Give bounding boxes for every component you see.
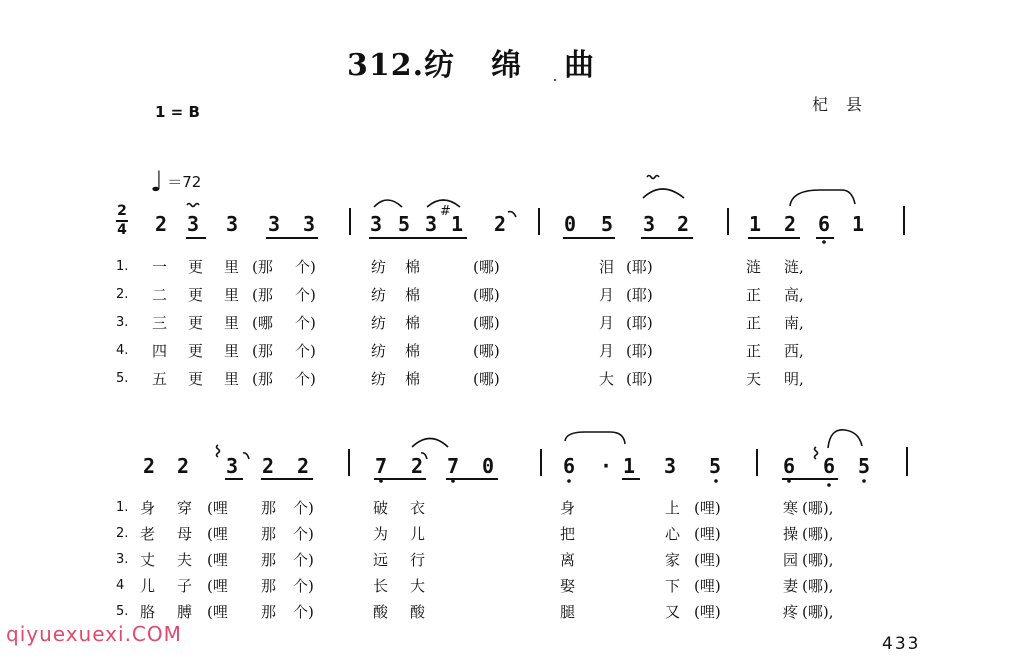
verse-number: 4	[116, 578, 125, 593]
note: 6	[823, 454, 836, 478]
lyric: 娶	[560, 577, 576, 595]
lyric: 个)	[295, 342, 316, 360]
note: 2	[297, 454, 310, 478]
lyric: 丈	[140, 551, 156, 569]
lyric: 棉	[405, 370, 421, 388]
lyric: 行	[410, 551, 426, 569]
lyric: 里	[224, 314, 240, 332]
key-signature: 1 = B	[155, 103, 200, 121]
slur-mark	[412, 439, 448, 448]
lyric: 园	[783, 551, 799, 569]
verse-number: 3.	[116, 315, 129, 330]
lyric: 夫	[177, 551, 193, 569]
slur-mark	[565, 432, 625, 444]
lyric: (耶)	[626, 286, 653, 304]
lyric: 个)	[293, 525, 314, 543]
time-sig-bottom: 4	[117, 222, 127, 238]
lyric: 天	[746, 370, 762, 388]
note: 1	[623, 454, 636, 478]
lyric: 衣	[410, 499, 426, 517]
lyric: 疼	[783, 603, 799, 621]
lyric: 操	[783, 525, 799, 543]
verse-number: 1.	[116, 259, 129, 274]
lyric: 里	[224, 342, 240, 360]
lyric: (那	[252, 370, 273, 388]
lyric: (哪),	[802, 551, 834, 569]
lyric: 正	[746, 286, 762, 304]
lyric: 南,	[784, 314, 804, 332]
ornament-mark	[187, 204, 199, 207]
lyric: 大	[599, 370, 615, 388]
lyric: (哪),	[802, 499, 834, 517]
ornament-mark	[217, 445, 220, 457]
note: 5	[601, 212, 614, 236]
print-speck	[554, 79, 556, 81]
note: 1	[852, 212, 865, 236]
lyric: (哪),	[802, 525, 834, 543]
lyric: 西,	[784, 342, 804, 360]
lyric: 里	[224, 258, 240, 276]
lyric: 个)	[295, 258, 316, 276]
note: 2	[494, 212, 507, 236]
lyric: (哪)	[473, 314, 500, 332]
tempo-value: ＝72	[167, 173, 202, 191]
song-number: 312.	[347, 48, 425, 83]
lyric: (哩	[207, 525, 228, 543]
lyric: (哪)	[473, 286, 500, 304]
lyric: 把	[560, 525, 576, 543]
lyric: (哪)	[473, 258, 500, 276]
breath-mark	[421, 453, 427, 459]
lyric: 穿	[177, 499, 193, 517]
lyric: (耶)	[626, 314, 653, 332]
lyric: 棉	[405, 286, 421, 304]
octave-dot	[822, 240, 826, 244]
lyric: 月	[599, 286, 615, 304]
note: 3	[226, 454, 239, 478]
lyric: 为	[373, 525, 389, 543]
note: 2	[155, 212, 168, 236]
lyric: 个)	[295, 370, 316, 388]
lyric: 儿	[410, 525, 426, 543]
title-char-3: 曲	[564, 48, 596, 83]
note: 1	[749, 212, 762, 236]
lyric: (哪),	[802, 603, 834, 621]
lyric: 身	[560, 499, 576, 517]
note: 2	[143, 454, 156, 478]
note: 6	[818, 212, 831, 236]
lyric: (哩)	[694, 577, 721, 595]
lyric: 腿	[560, 603, 576, 621]
lyric: 五	[152, 370, 168, 388]
note: 0	[564, 212, 577, 236]
lyric: (那	[252, 258, 273, 276]
time-sig-top: 2	[117, 203, 127, 219]
note: 3	[303, 212, 316, 236]
lyric: (哩)	[694, 499, 721, 517]
lyric: 个)	[295, 314, 316, 332]
note: 3	[664, 454, 677, 478]
lyric: 胳	[140, 603, 156, 621]
note: 5	[398, 212, 411, 236]
slur-mark	[427, 200, 460, 207]
verse-number: 2.	[116, 287, 129, 302]
ornament-mark	[815, 447, 818, 459]
lyric: 纺	[371, 258, 387, 276]
lyric: 膊	[177, 603, 193, 621]
octave-dot	[787, 479, 791, 483]
lyric: 一	[152, 258, 168, 276]
lyric: 离	[560, 551, 576, 569]
lyric: (哩	[207, 499, 228, 517]
lyric: 那	[261, 551, 277, 569]
lyric: 妻	[783, 577, 799, 595]
note: 3	[268, 212, 281, 236]
lyric: 棉	[405, 258, 421, 276]
octave-dot	[827, 483, 831, 487]
lyric: 破	[373, 499, 389, 517]
verse-number: 1.	[116, 500, 129, 515]
lyric: (耶)	[626, 370, 653, 388]
lyric: 明,	[784, 370, 804, 388]
octave-dot	[862, 479, 866, 483]
lyric: 纺	[371, 342, 387, 360]
lyric: 个)	[295, 286, 316, 304]
note: 0	[482, 454, 495, 478]
lyric: 上	[665, 499, 681, 517]
lyric: (哩	[207, 551, 228, 569]
note: 7	[375, 454, 388, 478]
lyric: (耶)	[626, 342, 653, 360]
note: 3	[425, 212, 438, 236]
note: 2	[411, 454, 424, 478]
slur-mark	[374, 200, 402, 207]
lyric: 身	[140, 499, 156, 517]
lyric: 更	[188, 258, 204, 276]
lyric: 三	[152, 314, 168, 332]
note: 1	[451, 212, 464, 236]
lyric: 正	[746, 342, 762, 360]
sharp-sign: #	[440, 204, 451, 219]
quarter-note-icon: ♩	[150, 165, 164, 198]
lyric: 那	[261, 577, 277, 595]
note: 2	[784, 212, 797, 236]
note: 6	[783, 454, 796, 478]
lyric: 远	[373, 551, 389, 569]
note: 7	[447, 454, 460, 478]
lyric: (哩	[207, 577, 228, 595]
lyric: 正	[746, 314, 762, 332]
note: ·	[600, 454, 613, 478]
lyric: (哩)	[694, 525, 721, 543]
lyric: (哪	[252, 314, 273, 332]
lyric: (那	[252, 286, 273, 304]
lyric: 纺	[371, 286, 387, 304]
lyric: 寒	[783, 499, 799, 517]
verse-number: 5.	[116, 604, 129, 619]
note: 3	[643, 212, 656, 236]
verse-number: 4.	[116, 343, 129, 358]
lyric: 涟	[746, 258, 762, 276]
lyric: 酸	[410, 603, 426, 621]
note: 5	[858, 454, 871, 478]
lyric: 涟,	[784, 258, 804, 276]
title-char-1: 纺	[424, 48, 456, 83]
breath-mark	[243, 453, 249, 459]
title-char-2: 绵	[491, 48, 523, 83]
lyric: 家	[665, 551, 681, 569]
lyric: 个)	[293, 577, 314, 595]
lyric: (那	[252, 342, 273, 360]
ornament-mark	[647, 176, 659, 179]
lyric: 棉	[405, 342, 421, 360]
lyric: (哪)	[473, 370, 500, 388]
lyric: 个)	[293, 551, 314, 569]
lyric: 更	[188, 286, 204, 304]
verse-number: 2.	[116, 526, 129, 541]
lyric: 更	[188, 342, 204, 360]
lyric: 纺	[371, 314, 387, 332]
note: 6	[563, 454, 576, 478]
lyric: 心	[665, 525, 681, 543]
lyric: (哩)	[694, 603, 721, 621]
slur-mark	[643, 189, 684, 198]
lyric: (耶)	[626, 258, 653, 276]
region-label: 杞县	[812, 95, 881, 114]
note: 2	[677, 212, 690, 236]
lyric: 长	[373, 577, 389, 595]
lyric: 月	[599, 314, 615, 332]
note: 3	[187, 212, 200, 236]
lyric: (哩)	[694, 551, 721, 569]
breath-mark	[508, 212, 516, 217]
page-number: 433	[882, 634, 921, 654]
lyric: 四	[152, 342, 168, 360]
slur-mark	[790, 190, 855, 206]
lyric: (哪)	[473, 342, 500, 360]
lyric: 下	[665, 577, 681, 595]
lyric: 那	[261, 603, 277, 621]
lyric: (哪),	[802, 577, 834, 595]
lyric: 老	[140, 525, 156, 543]
lyric: 母	[177, 525, 193, 543]
lyric: 大	[410, 577, 426, 595]
lyric: 酸	[373, 603, 389, 621]
note: 2	[177, 454, 190, 478]
note: 5	[709, 454, 722, 478]
lyric: 那	[261, 525, 277, 543]
note: 3	[370, 212, 383, 236]
octave-dot	[714, 479, 718, 483]
octave-dot	[451, 479, 455, 483]
lyric: 个)	[293, 499, 314, 517]
lyric: (哩	[207, 603, 228, 621]
lyric: 又	[665, 603, 681, 621]
verse-number: 3.	[116, 552, 129, 567]
note: 2	[262, 454, 275, 478]
lyric: 里	[224, 370, 240, 388]
lyric: 二	[152, 286, 168, 304]
lyric: 子	[177, 577, 193, 595]
lyric: 棉	[405, 314, 421, 332]
note: 3	[226, 212, 239, 236]
lyric: 个)	[293, 603, 314, 621]
lyric: 儿	[140, 577, 156, 595]
lyric: 高,	[784, 286, 804, 304]
lyric: 那	[261, 499, 277, 517]
lyric: 月	[599, 342, 615, 360]
lyric: 里	[224, 286, 240, 304]
lyric: 纺	[371, 370, 387, 388]
lyric: 泪	[599, 258, 615, 276]
octave-dot	[567, 479, 571, 483]
octave-dot	[379, 479, 383, 483]
watermark-text: qiyuexuexi.COM	[6, 622, 182, 646]
verse-number: 5.	[116, 371, 129, 386]
lyric: 更	[188, 314, 204, 332]
lyric: 更	[188, 370, 204, 388]
slur-mark	[828, 430, 862, 448]
